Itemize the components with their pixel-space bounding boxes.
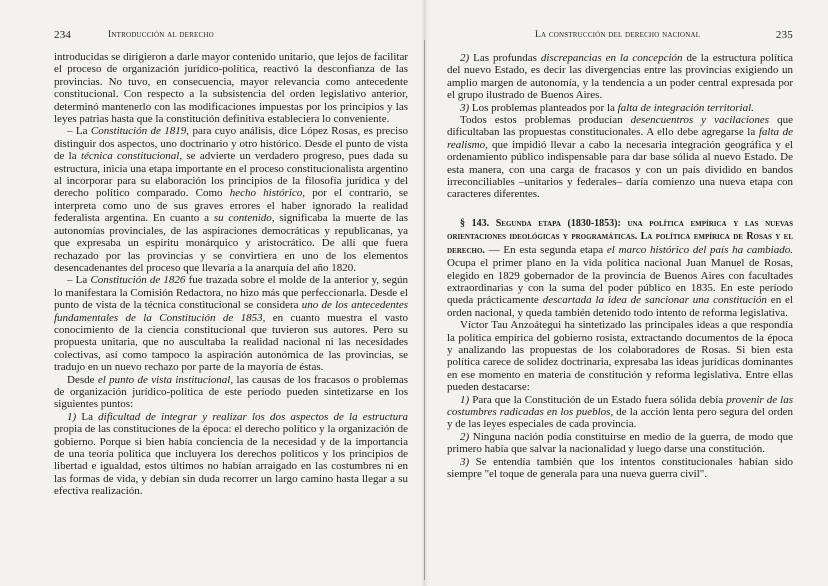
list-item [447, 431, 793, 456]
section-paragraph [447, 217, 793, 319]
emphasis-text: 2) [460, 52, 470, 64]
paragraph-text: de la estructura política del nuevo Estado, es decir las divergencias entre las provincias exigiendo un amplio margen de autonomía, y la tendencia a un poder central expresada por el grupo ilustrado de Buenos Aires. [447, 52, 794, 102]
paragraph-text: se advierte un verdadero progreso, pues dada su estructura, inicia una etapa importante en el proceso constitucionalista argentino al incorporar para su elaboración los principios de la filosofía jurídica y del derecho político comparado. Como [54, 150, 408, 200]
left-running-head [54, 29, 408, 41]
paragraph-text: Se entendía también que los intentos constitucionales habían sido siempre "el toque de generala para una nueva guerra civil". [447, 455, 793, 480]
running-head-title: La construcción del derecho nacional [535, 30, 701, 40]
paragraph-text: — En esta segunda etapa [484, 243, 607, 256]
emphasis-text: discrepancias en la concepción [540, 52, 683, 64]
book-gutter [421, 0, 429, 586]
paragraph-text: que dificultaban las propuestas constitucionales. A ello debe agregarse la [447, 114, 793, 139]
paragraph-text: por el contrario, se interpreta como uno de sus graves errores el haber ignorado la realidad federalista argentina. En cuanto a [54, 187, 408, 225]
emphasis-text: hecho histórico, [229, 187, 306, 200]
paragraph-text: Para que la Constitución de un Estado fuera sólida debía [469, 393, 727, 406]
gutter-shadow-line [424, 40, 425, 580]
emphasis-text: Constitución de 1819, [90, 125, 190, 138]
right-page-body [447, 52, 793, 480]
left-page [54, 0, 408, 586]
paragraph-text: – La [67, 125, 91, 138]
emphasis-text: 2) [460, 430, 470, 443]
paragraph [54, 125, 408, 274]
paragraph-text: propia de las constituciones de la época: el derecho político y la organización de gobierno. Porque si bien había conciencia de la necesidad y de la importancia de una teoría política que incluyera los derechos políticos y los principios de libertad e igualdad, estos últimos no habían arraigado en las costumbres ni en las formas de vida, y debían sin duda recorrer un largo camino hasta llegar a su efectiva realización. [54, 423, 408, 498]
emphasis-text: descartada la idea de sancionar una constitución [542, 294, 767, 307]
paragraph-text: Ninguna nación podía constituirse en medio de la guerra, de modo que primero había que salvar la nacionalidad y luego darse una constitución. [447, 430, 793, 456]
paragraph [54, 274, 408, 373]
paragraph [54, 374, 408, 411]
emphasis-text: el punto de vista institucional, [97, 373, 234, 386]
page-number: 234 [54, 29, 72, 41]
list-item [447, 456, 793, 481]
emphasis-text: Constitución de 1826 [90, 274, 186, 287]
paragraph-text: Ocupa el primer plano en la vida política nacional Juan Manuel de Rosas, elegido en 1829 gobernador de la provincia de Buenos Aires con facultades extraordinarias y con la suma del poder público en 1835. En este período queda prácticamente [447, 257, 793, 307]
emphasis-text: falta de realismo, [447, 126, 793, 151]
emphasis-text: 1) [67, 410, 77, 423]
emphasis-text: su contenido, [213, 212, 275, 225]
emphasis-text: técnica constitucional, [80, 150, 183, 163]
paragraph-text: las causas de los fracasos o problemas de organización jurídico-política de este período pueden sintetizarse en los siguientes puntos: [54, 373, 408, 411]
paragraph-text: significaba la muerte de las autonomías provinciales, de las aspiraciones democráticas y republicanas, ya que expresaba un espíritu monárquico y aristocrático. De allí que fuera rechazado por las provincias y se convirtiera en uno de los elementos desencadenantes del proceso que llevaría a la anarquía del año 1820. [54, 212, 408, 274]
emphasis-text: uno de los antecedentes fundamentales de la Constitución de 1853, [54, 299, 408, 324]
right-page [447, 0, 793, 586]
emphasis-text: dificultad de integrar y realizar los dos aspectos de la estructura [98, 410, 408, 423]
emphasis-text: falta de integración territorial. [617, 101, 754, 114]
emphasis-text: 3) [460, 101, 470, 114]
paragraph [54, 51, 408, 125]
emphasis-text: 3) [460, 455, 470, 468]
paragraph-text: introducidas se dirigieron a darle mayor contenido unitario, que lejos de facilitar el proceso de organización jurídico-política, reactivó la desconfianza de las provincias. No tuvo, en consecuencia, mayor relevancia como antecedente constitucional. Con respecto a la subsistencia del orden legislativo anterior, determinó mantenerlo con las modificaciones impuestas por los principios y las leyes patrias hasta que la constitución definitiva estableciera lo conveniente. [54, 51, 408, 126]
list-item [447, 394, 793, 431]
paragraph-text: para cuyo análisis, dice López Rosas, es preciso distinguir dos aspectos, uno doctrinario y otro histórico. Desde el punto de vista de la [54, 125, 409, 163]
paragraph-text: Todos estos problemas producían [460, 114, 631, 127]
left-page-body [54, 51, 408, 498]
paragraph-text: La [76, 410, 99, 423]
paragraph-text: en el orden nacional, y queda también detenido todo intento de reforma legislativa. [447, 294, 793, 319]
emphasis-text: 1) [460, 393, 470, 406]
paragraph [447, 319, 793, 393]
paragraph-text: en cuanto muestra el vasto conocimiento de la ciencia constitucional que tuvieron sus autores. Pero su propuesta unitaria, que no auscultaba la realidad nacional ni las necesidades colectivas, así como tampoco la aspiración autonómica de las provincias, se tradujo en un nuevo rechazo por parte de la mayoría de éstas. [54, 311, 409, 374]
list-item [54, 411, 408, 498]
emphasis-text: provenir de las costumbres radicadas en los pueblos, [447, 393, 793, 418]
paragraph-text: fue trazada sobre el molde de la anterior y, según lo manifestara la Comisión Redactora, no hizo más que perfeccionarla. Desde el punto de vista de la técnica constitucional se considera [54, 274, 408, 312]
list-item [447, 102, 793, 114]
running-head-title: Introducción al derecho [108, 30, 214, 40]
paragraph-text: de la acción lenta pero segura del orden y de las leyes especiales de cada provincia. [447, 405, 794, 431]
paragraph-text: Las profundas [469, 52, 541, 64]
paragraph-text: Desde [67, 373, 98, 386]
paragraph-text: que impidió llevar a cabo la necesaria integración geográfica y el ordenamiento público indispensable para dar base sólida al nuevo Estado. De esta manera, con una carga de fracasos y con un país dividido en bandos irreconciliables –unitarios y federales– daría comienzo una nueva etapa con caracteres diferentes. [447, 138, 793, 201]
paragraph-text: Víctor Tau Anzoátegui ha sintetizado las principales ideas a que respondía la política empírica del gobierno rosista, extractando documentos de la época y analizando las propuestas de los colaboradores de Rosas. Si bien esta política carece de solidez doctrinaria, expresaba las ideas jurídicas dominantes en ese momento en materia de constitución y reforma legislativa. Entre ellas pueden destacarse: [447, 319, 793, 394]
paragraph [447, 114, 793, 201]
paragraph-text: Los problemas planteados por la [469, 101, 618, 114]
right-running-head [447, 29, 793, 41]
paragraph-text: – La [67, 274, 91, 287]
emphasis-text: el marco histórico del país ha cambiado. [606, 243, 793, 256]
list-item [447, 52, 793, 102]
page-number: 235 [775, 29, 793, 41]
emphasis-text: desencuentros y vacilaciones [630, 114, 770, 127]
section-heading: § 143. Segunda etapa (1830-1853): una política empírica y las nuevas orientaciones ideológicas y programáticas. La política empírica de Rosas y el derecho. [447, 217, 793, 256]
